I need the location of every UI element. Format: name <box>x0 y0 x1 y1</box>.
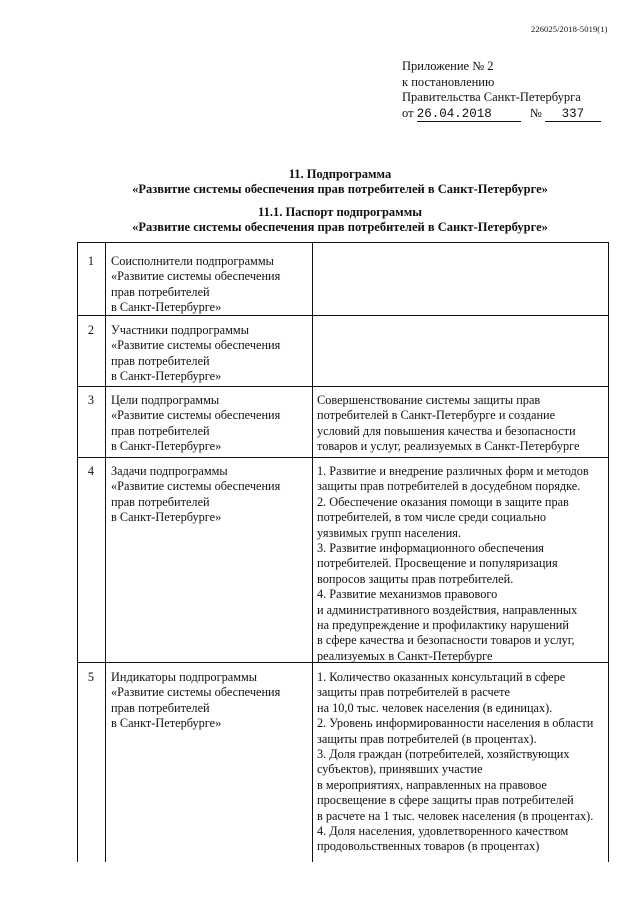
passport-title-line1: 11.1. Паспорт подпрограммы <box>258 205 422 219</box>
table-line-2 <box>77 386 609 387</box>
row-4-name-line: «Развитие системы обеспечения <box>111 479 281 494</box>
row-3-value-line: условий для повышения качества и безопасности <box>317 423 576 438</box>
appendix-date-line <box>402 106 632 122</box>
row-5-number: 5 <box>87 670 95 684</box>
row-3-value-line: потребителей в Санкт-Петербурге и создание <box>317 408 556 423</box>
resolution-number: 337 <box>545 108 601 122</box>
appendix-government-label: Правительства Санкт-Петербурга <box>402 90 581 104</box>
appendix-block <box>402 59 632 122</box>
row-5-value-line: продовольственных товаров (в процентах) <box>317 839 540 854</box>
passport-title <box>60 205 620 235</box>
row-5-name <box>111 670 280 732</box>
row-5-value-line: субъектов), принявших участие <box>317 762 483 777</box>
table-line-3 <box>77 457 609 458</box>
row-4-value <box>317 464 589 664</box>
section-title-line1: 11. Подпрограмма <box>288 167 392 181</box>
row-4-value-line: реализуемых в Санкт-Петербурге <box>317 648 493 663</box>
passport-table <box>77 242 609 862</box>
row-4-value-line: уязвимых групп населения. <box>317 525 462 540</box>
row-5-value-line: в мероприятиях, направленных на правовое <box>317 777 547 792</box>
appendix-title: Приложение № 2 <box>402 59 494 73</box>
row-4-value-line: потребителей, в том числе среди социально <box>317 510 547 525</box>
row-4-value-line: защиты прав потребителей в досудебном порядке. <box>317 479 581 494</box>
row-5-name-line: прав потребителей <box>111 700 210 715</box>
row-2-name <box>111 323 280 385</box>
row-1-name-line: в Санкт-Петербурге» <box>111 300 222 315</box>
row-5-name-line: «Развитие системы обеспечения <box>111 685 281 700</box>
row-1-name-line: «Развитие системы обеспечения <box>111 269 281 284</box>
row-4-value-line: 3. Развитие информационного обеспечения <box>317 541 544 556</box>
section-title-line2: «Развитие системы обеспечения прав потребителей в Санкт-Петербурге» <box>132 182 548 196</box>
row-1-name-line: Соисполнители подпрограммы <box>111 254 274 268</box>
row-4-number: 4 <box>87 464 95 478</box>
row-2-name-line: «Развитие системы обеспечения <box>111 338 281 353</box>
table-border-right <box>608 242 609 862</box>
row-5-value-line: 2. Уровень информированности населения в области <box>317 716 594 731</box>
row-4-value-line: вопросов защиты прав потребителей. <box>317 571 514 586</box>
row-3-value-line: Совершенствование системы защиты прав <box>317 393 541 407</box>
row-3-name-line: Цели подпрограммы <box>111 393 220 407</box>
row-3-number: 3 <box>87 393 95 407</box>
row-4-value-line: 4. Развитие механизмов правового <box>317 587 498 602</box>
row-5-value-line: защиты прав потребителей в расчете <box>317 685 510 700</box>
row-1-number: 1 <box>87 254 95 268</box>
row-4-name-line: Задачи подпрограммы <box>111 464 228 478</box>
row-4-value-line: и административного воздействия, направленных <box>317 602 578 617</box>
row-2-name-line: Участники подпрограммы <box>111 323 249 337</box>
row-5-value-line: на 10,0 тыс. человек населения (в единицах). <box>317 700 553 715</box>
row-4-value-line: 1. Развитие и внедрение различных форм и методов <box>317 464 589 478</box>
row-3-value-line: товаров и услуг, реализуемых в Санкт-Петербурге <box>317 439 580 454</box>
row-5-value <box>317 670 593 855</box>
row-4-name-line: в Санкт-Петербурге» <box>111 510 222 525</box>
date-prefix: от <box>402 105 414 120</box>
row-3-value <box>317 393 580 455</box>
row-5-value-line: 4. Доля населения, удовлетворенного качеством <box>317 824 569 839</box>
document-registration-number: 226025/2018-5019(1) <box>531 24 608 34</box>
row-1-name-line: прав потребителей <box>111 284 210 299</box>
resolution-date: 26.04.2018 <box>417 108 521 122</box>
row-2-name-line: прав потребителей <box>111 353 210 368</box>
row-4-value-line: на предупреждение и профилактику нарушений <box>317 618 569 633</box>
row-5-value-line: в расчете на 1 тыс. человек населения (в процентах). <box>317 808 594 823</box>
row-4-value-line: в сфере качества и безопасности товаров и услуг, <box>317 633 575 648</box>
table-border-num <box>105 242 106 862</box>
row-5-value-line: 1. Количество оказанных консультаций в сфере <box>317 670 566 684</box>
number-prefix: № <box>529 105 542 120</box>
row-2-number: 2 <box>87 323 95 337</box>
passport-title-line2: «Развитие системы обеспечения прав потребителей в Санкт-Петербурге» <box>132 220 548 234</box>
row-3-name-line: «Развитие системы обеспечения <box>111 408 281 423</box>
row-5-value-line: просвещение в сфере защиты прав потребителей <box>317 793 574 808</box>
table-border-mid <box>312 242 313 862</box>
row-3-name-line: прав потребителей <box>111 423 210 438</box>
section-title <box>60 167 620 197</box>
row-2-name-line: в Санкт-Петербурге» <box>111 369 222 384</box>
table-line-top <box>77 242 609 243</box>
row-5-name-line: в Санкт-Петербурге» <box>111 716 222 731</box>
row-3-name-line: в Санкт-Петербурге» <box>111 439 222 454</box>
row-4-name <box>111 464 280 526</box>
row-5-name-line: Индикаторы подпрограммы <box>111 670 258 684</box>
row-3-name <box>111 393 280 455</box>
row-1-name <box>111 254 280 316</box>
row-5-value-line: 3. Доля граждан (потребителей, хозяйствующих <box>317 747 570 762</box>
row-4-name-line: прав потребителей <box>111 494 210 509</box>
row-5-value-line: защиты прав потребителей (в процентах). <box>317 731 537 746</box>
row-4-value-line: потребителей. Просвещение и популяризация <box>317 556 558 571</box>
appendix-resolution-label: к постановлению <box>402 74 495 89</box>
row-4-value-line: 2. Обеспечение оказания помощи в защите прав <box>317 494 569 509</box>
